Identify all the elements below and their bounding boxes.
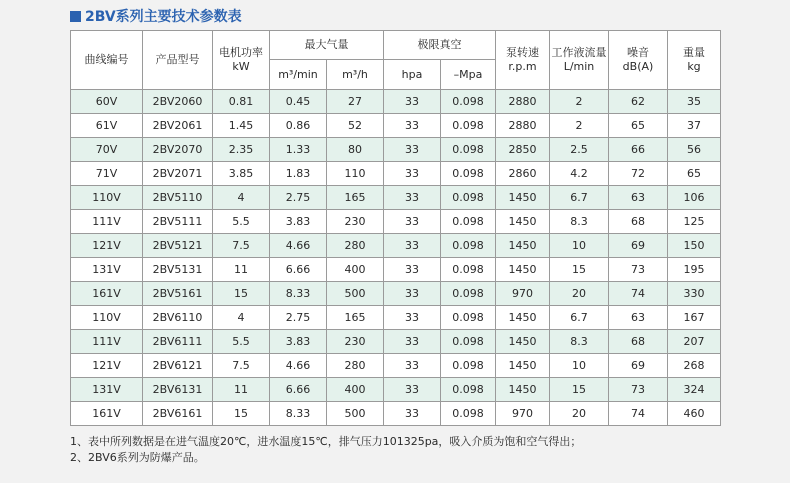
cell-liquid: 8.3 [550, 330, 609, 354]
cell-power: 7.5 [213, 234, 270, 258]
table-row [71, 162, 721, 186]
cell-liquid: 20 [550, 402, 609, 426]
cell-speed: 1450 [496, 258, 550, 282]
cell-noise: 74 [609, 282, 668, 306]
header-power: 电机功率 kW [213, 31, 270, 90]
table-row [71, 282, 721, 306]
cell-noise: 69 [609, 354, 668, 378]
cell-curve-no: 110V [71, 186, 143, 210]
cell-vacuum-mpa: 0.098 [441, 330, 496, 354]
footnote-1: 1、表中所列数据是在进气温度20℃，进水温度15℃，排气压力101325pa，吸入介质为饱和空气得出； [70, 435, 582, 448]
cell-power: 4 [213, 306, 270, 330]
cell-speed: 2880 [496, 90, 550, 114]
cell-model: 2BV6110 [143, 306, 213, 330]
cell-power: 7.5 [213, 354, 270, 378]
cell-curve-no: 121V [71, 354, 143, 378]
cell-flow-h: 230 [327, 330, 384, 354]
cell-flow-h: 165 [327, 186, 384, 210]
cell-noise: 74 [609, 402, 668, 426]
cell-weight: 35 [668, 90, 721, 114]
cell-flow-min: 3.83 [270, 330, 327, 354]
cell-liquid: 2.5 [550, 138, 609, 162]
cell-model: 2BV6111 [143, 330, 213, 354]
cell-weight: 195 [668, 258, 721, 282]
cell-power: 5.5 [213, 330, 270, 354]
cell-flow-min: 2.75 [270, 306, 327, 330]
cell-flow-h: 165 [327, 306, 384, 330]
cell-vacuum-hpa: 33 [384, 234, 441, 258]
cell-curve-no: 131V [71, 378, 143, 402]
cell-liquid: 2 [550, 90, 609, 114]
cell-vacuum-mpa: 0.098 [441, 378, 496, 402]
cell-flow-min: 1.83 [270, 162, 327, 186]
cell-liquid: 6.7 [550, 186, 609, 210]
cell-power: 15 [213, 282, 270, 306]
cell-noise: 68 [609, 210, 668, 234]
table-row [71, 90, 721, 114]
cell-flow-min: 6.66 [270, 378, 327, 402]
cell-power: 1.45 [213, 114, 270, 138]
cell-noise: 62 [609, 90, 668, 114]
cell-curve-no: 61V [71, 114, 143, 138]
cell-power: 11 [213, 258, 270, 282]
cell-flow-h: 400 [327, 378, 384, 402]
cell-flow-min: 4.66 [270, 354, 327, 378]
cell-flow-min: 4.66 [270, 234, 327, 258]
cell-vacuum-hpa: 33 [384, 210, 441, 234]
cell-model: 2BV2070 [143, 138, 213, 162]
cell-flow-min: 0.86 [270, 114, 327, 138]
cell-weight: 167 [668, 306, 721, 330]
table-body [71, 90, 721, 426]
cell-speed: 1450 [496, 186, 550, 210]
cell-model: 2BV5110 [143, 186, 213, 210]
header-vacuum-unit-mpa: –Mpa [441, 60, 496, 90]
cell-curve-no: 131V [71, 258, 143, 282]
cell-speed: 1450 [496, 210, 550, 234]
title-square-icon [70, 11, 81, 22]
cell-vacuum-mpa: 0.098 [441, 306, 496, 330]
cell-curve-no: 161V [71, 402, 143, 426]
spec-table [70, 30, 721, 426]
cell-vacuum-mpa: 0.098 [441, 258, 496, 282]
cell-model: 2BV6121 [143, 354, 213, 378]
cell-model: 2BV2071 [143, 162, 213, 186]
cell-vacuum-hpa: 33 [384, 354, 441, 378]
cell-flow-min: 0.45 [270, 90, 327, 114]
cell-flow-h: 52 [327, 114, 384, 138]
cell-model: 2BV5121 [143, 234, 213, 258]
cell-liquid: 10 [550, 234, 609, 258]
cell-noise: 65 [609, 114, 668, 138]
cell-weight: 324 [668, 378, 721, 402]
cell-weight: 125 [668, 210, 721, 234]
cell-speed: 1450 [496, 234, 550, 258]
cell-vacuum-hpa: 33 [384, 90, 441, 114]
cell-vacuum-hpa: 33 [384, 378, 441, 402]
cell-model: 2BV5111 [143, 210, 213, 234]
table-row [71, 402, 721, 426]
cell-vacuum-hpa: 33 [384, 282, 441, 306]
header-weight: 重量 kg [668, 31, 721, 90]
cell-power: 0.81 [213, 90, 270, 114]
table-row [71, 378, 721, 402]
cell-curve-no: 70V [71, 138, 143, 162]
cell-liquid: 2 [550, 114, 609, 138]
cell-speed: 970 [496, 402, 550, 426]
cell-flow-min: 8.33 [270, 402, 327, 426]
cell-weight: 150 [668, 234, 721, 258]
cell-flow-min: 3.83 [270, 210, 327, 234]
cell-speed: 1450 [496, 306, 550, 330]
cell-flow-h: 400 [327, 258, 384, 282]
cell-weight: 460 [668, 402, 721, 426]
cell-power: 2.35 [213, 138, 270, 162]
cell-vacuum-mpa: 0.098 [441, 210, 496, 234]
cell-liquid: 10 [550, 354, 609, 378]
table-row [71, 138, 721, 162]
cell-weight: 268 [668, 354, 721, 378]
cell-vacuum-hpa: 33 [384, 138, 441, 162]
cell-flow-h: 27 [327, 90, 384, 114]
cell-speed: 1450 [496, 330, 550, 354]
table-row [71, 354, 721, 378]
header-curve-no: 曲线编号 [71, 31, 143, 90]
cell-speed: 2850 [496, 138, 550, 162]
cell-flow-min: 1.33 [270, 138, 327, 162]
cell-speed: 970 [496, 282, 550, 306]
cell-vacuum-mpa: 0.098 [441, 138, 496, 162]
cell-vacuum-hpa: 33 [384, 402, 441, 426]
table-row [71, 114, 721, 138]
table-title-text: 2BV系列主要技术参数表 [85, 9, 242, 25]
cell-liquid: 15 [550, 258, 609, 282]
footnotes [70, 434, 581, 466]
cell-vacuum-mpa: 0.098 [441, 282, 496, 306]
cell-flow-h: 280 [327, 234, 384, 258]
header-row-1 [71, 31, 721, 60]
cell-speed: 2880 [496, 114, 550, 138]
table-row [71, 330, 721, 354]
header-model: 产品型号 [143, 31, 213, 90]
header-noise: 噪音 dB(A) [609, 31, 668, 90]
header-liquid: 工作液流量 L/min [550, 31, 609, 90]
cell-model: 2BV6161 [143, 402, 213, 426]
table-row [71, 306, 721, 330]
table-row [71, 210, 721, 234]
cell-vacuum-hpa: 33 [384, 306, 441, 330]
cell-power: 15 [213, 402, 270, 426]
cell-vacuum-mpa: 0.098 [441, 162, 496, 186]
cell-weight: 65 [668, 162, 721, 186]
cell-noise: 63 [609, 186, 668, 210]
cell-vacuum-mpa: 0.098 [441, 186, 496, 210]
cell-curve-no: 110V [71, 306, 143, 330]
cell-vacuum-mpa: 0.098 [441, 234, 496, 258]
cell-model: 2BV6131 [143, 378, 213, 402]
cell-flow-h: 280 [327, 354, 384, 378]
header-flow-unit-h: m³/h [327, 60, 384, 90]
cell-weight: 207 [668, 330, 721, 354]
cell-liquid: 20 [550, 282, 609, 306]
cell-liquid: 8.3 [550, 210, 609, 234]
cell-model: 2BV5131 [143, 258, 213, 282]
header-vacuum-unit-hpa: hpa [384, 60, 441, 90]
cell-weight: 56 [668, 138, 721, 162]
header-speed: 泵转速 r.p.m [496, 31, 550, 90]
cell-weight: 37 [668, 114, 721, 138]
cell-flow-min: 6.66 [270, 258, 327, 282]
cell-vacuum-mpa: 0.098 [441, 402, 496, 426]
cell-vacuum-hpa: 33 [384, 186, 441, 210]
cell-curve-no: 111V [71, 210, 143, 234]
table-title [70, 6, 242, 26]
cell-curve-no: 60V [71, 90, 143, 114]
table-row [71, 186, 721, 210]
cell-vacuum-hpa: 33 [384, 258, 441, 282]
cell-speed: 2860 [496, 162, 550, 186]
cell-vacuum-mpa: 0.098 [441, 354, 496, 378]
cell-vacuum-mpa: 0.098 [441, 114, 496, 138]
cell-flow-h: 230 [327, 210, 384, 234]
table-row [71, 258, 721, 282]
cell-power: 4 [213, 186, 270, 210]
cell-flow-h: 110 [327, 162, 384, 186]
cell-speed: 1450 [496, 378, 550, 402]
cell-weight: 330 [668, 282, 721, 306]
cell-vacuum-hpa: 33 [384, 162, 441, 186]
cell-curve-no: 111V [71, 330, 143, 354]
cell-flow-min: 8.33 [270, 282, 327, 306]
cell-power: 11 [213, 378, 270, 402]
cell-liquid: 6.7 [550, 306, 609, 330]
cell-noise: 73 [609, 258, 668, 282]
cell-model: 2BV2061 [143, 114, 213, 138]
cell-liquid: 4.2 [550, 162, 609, 186]
cell-noise: 66 [609, 138, 668, 162]
cell-noise: 63 [609, 306, 668, 330]
cell-model: 2BV5161 [143, 282, 213, 306]
table-row [71, 234, 721, 258]
cell-flow-min: 2.75 [270, 186, 327, 210]
cell-model: 2BV2060 [143, 90, 213, 114]
cell-vacuum-hpa: 33 [384, 330, 441, 354]
cell-noise: 68 [609, 330, 668, 354]
cell-power: 3.85 [213, 162, 270, 186]
header-max-flow: 最大气量 [270, 31, 384, 60]
cell-vacuum-mpa: 0.098 [441, 90, 496, 114]
cell-flow-h: 80 [327, 138, 384, 162]
header-flow-unit-min: m³/min [270, 60, 327, 90]
cell-noise: 73 [609, 378, 668, 402]
cell-curve-no: 121V [71, 234, 143, 258]
header-vacuum: 极限真空 [384, 31, 496, 60]
cell-power: 5.5 [213, 210, 270, 234]
cell-noise: 72 [609, 162, 668, 186]
cell-vacuum-hpa: 33 [384, 114, 441, 138]
cell-flow-h: 500 [327, 282, 384, 306]
cell-noise: 69 [609, 234, 668, 258]
cell-flow-h: 500 [327, 402, 384, 426]
cell-curve-no: 71V [71, 162, 143, 186]
cell-speed: 1450 [496, 354, 550, 378]
footnote-2: 2、2BV6系列为防爆产品。 [70, 451, 205, 464]
cell-weight: 106 [668, 186, 721, 210]
cell-liquid: 15 [550, 378, 609, 402]
cell-curve-no: 161V [71, 282, 143, 306]
